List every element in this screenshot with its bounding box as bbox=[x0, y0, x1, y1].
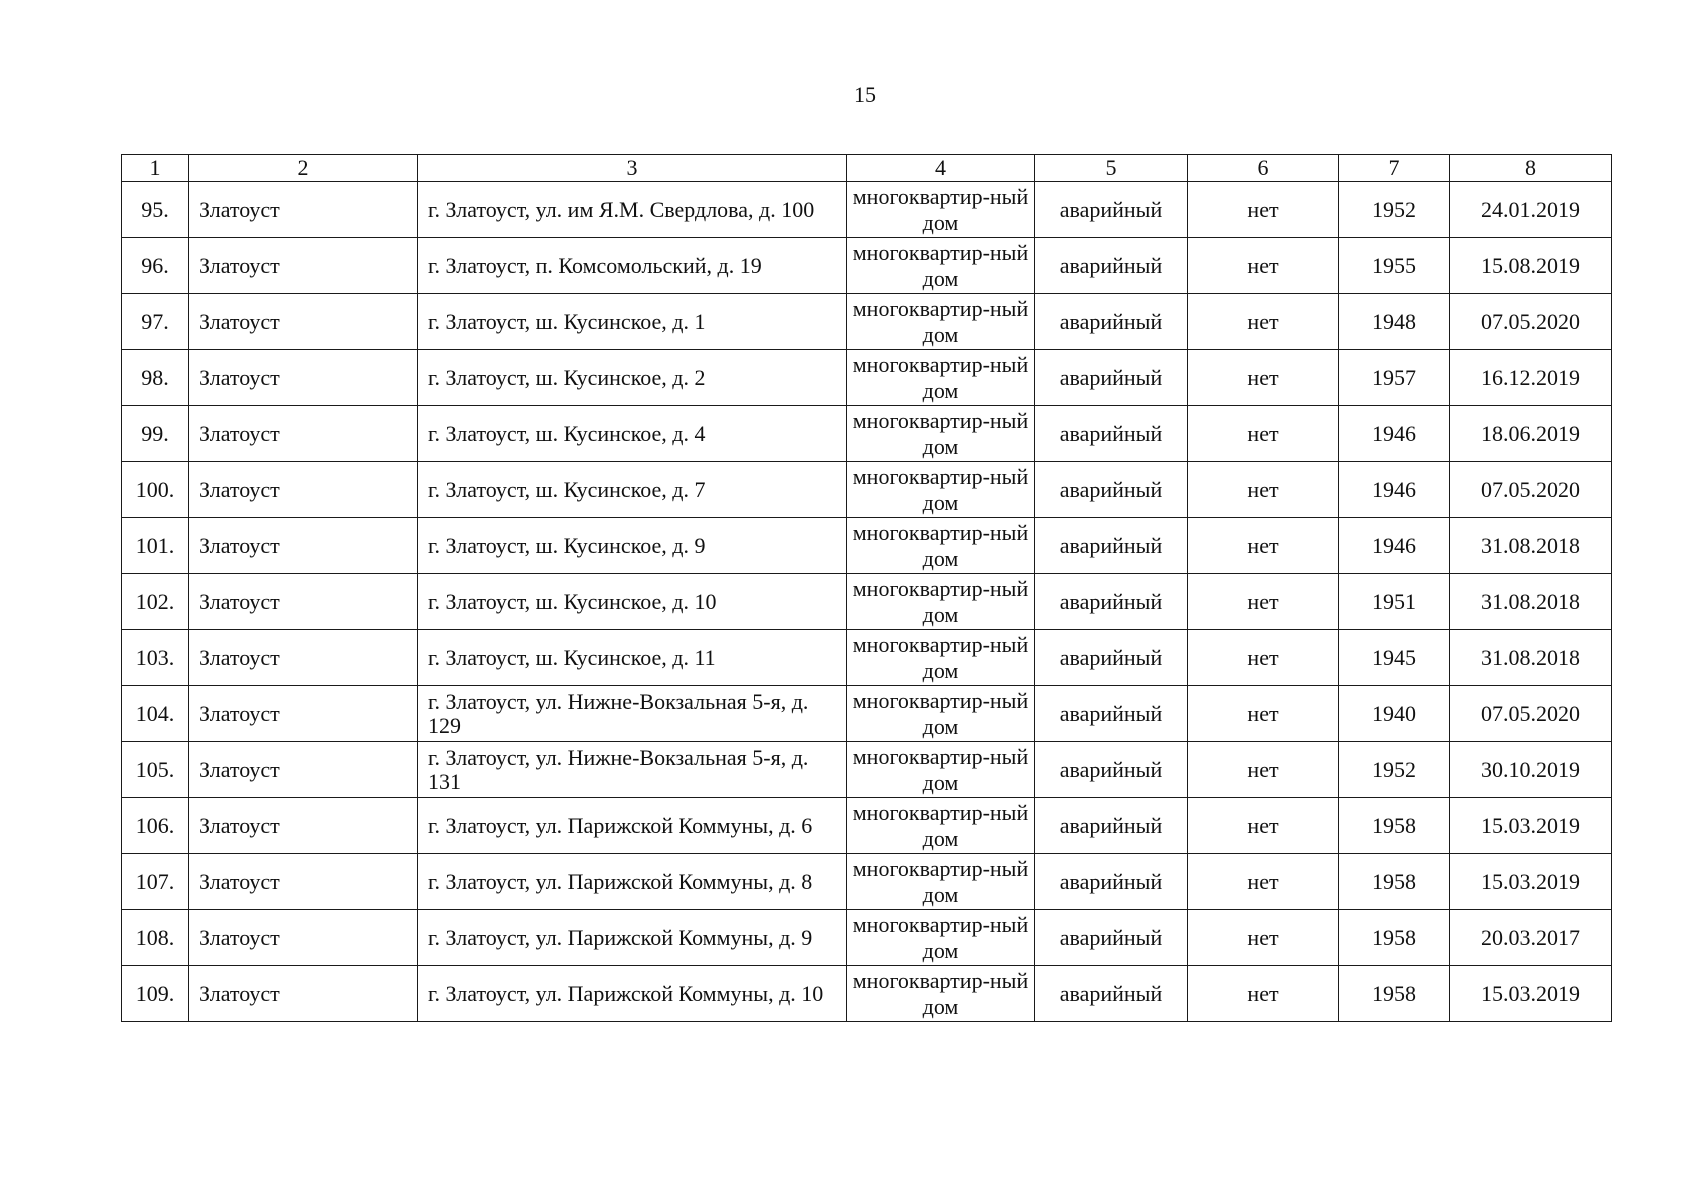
row-number-cell: 105. bbox=[122, 742, 189, 798]
row-number-cell: 106. bbox=[122, 798, 189, 854]
table-row bbox=[122, 910, 1612, 966]
row-number-cell: 108. bbox=[122, 910, 189, 966]
address-cell: г. Златоуст, ш. Кусинское, д. 2 bbox=[418, 350, 847, 406]
city-cell: Златоуст bbox=[189, 294, 418, 350]
header-col-5: 5 bbox=[1035, 155, 1188, 182]
building-type-cell: многоквартир-ный дом bbox=[847, 462, 1035, 518]
building-type-cell: многоквартир-ный дом bbox=[847, 574, 1035, 630]
flag-cell: нет bbox=[1188, 238, 1339, 294]
flag-cell: нет bbox=[1188, 350, 1339, 406]
address-cell: г. Златоуст, п. Комсомольский, д. 19 bbox=[418, 238, 847, 294]
table-row bbox=[122, 854, 1612, 910]
table-header bbox=[122, 155, 1612, 182]
year-cell: 1945 bbox=[1339, 630, 1450, 686]
flag-cell: нет bbox=[1188, 798, 1339, 854]
date-cell: 31.08.2018 bbox=[1450, 574, 1612, 630]
table-row bbox=[122, 630, 1612, 686]
address-cell: г. Златоуст, ул. Нижне-Вокзальная 5-я, д. 131 bbox=[418, 742, 847, 798]
flag-cell: нет bbox=[1188, 182, 1339, 238]
row-number-cell: 95. bbox=[122, 182, 189, 238]
condition-cell: аварийный bbox=[1035, 518, 1188, 574]
condition-cell: аварийный bbox=[1035, 966, 1188, 1022]
city-cell: Златоуст bbox=[189, 406, 418, 462]
building-type-cell: многоквартир-ный дом bbox=[847, 238, 1035, 294]
flag-cell: нет bbox=[1188, 574, 1339, 630]
header-col-1: 1 bbox=[122, 155, 189, 182]
condition-cell: аварийный bbox=[1035, 910, 1188, 966]
date-cell: 18.06.2019 bbox=[1450, 406, 1612, 462]
year-cell: 1958 bbox=[1339, 798, 1450, 854]
city-cell: Златоуст bbox=[189, 686, 418, 742]
row-number-cell: 98. bbox=[122, 350, 189, 406]
header-col-7: 7 bbox=[1339, 155, 1450, 182]
year-cell: 1946 bbox=[1339, 462, 1450, 518]
address-cell: г. Златоуст, ш. Кусинское, д. 9 bbox=[418, 518, 847, 574]
table-row bbox=[122, 518, 1612, 574]
building-type-cell: многоквартир-ный дом bbox=[847, 182, 1035, 238]
condition-cell: аварийный bbox=[1035, 294, 1188, 350]
building-type-cell: многоквартир-ный дом bbox=[847, 686, 1035, 742]
building-type-cell: многоквартир-ный дом bbox=[847, 966, 1035, 1022]
address-cell: г. Златоуст, ул. им Я.М. Свердлова, д. 100 bbox=[418, 182, 847, 238]
condition-cell: аварийный bbox=[1035, 462, 1188, 518]
year-cell: 1958 bbox=[1339, 966, 1450, 1022]
city-cell: Златоуст bbox=[189, 854, 418, 910]
row-number-cell: 109. bbox=[122, 966, 189, 1022]
year-cell: 1946 bbox=[1339, 518, 1450, 574]
table-row bbox=[122, 798, 1612, 854]
city-cell: Златоуст bbox=[189, 742, 418, 798]
building-type-cell: многоквартир-ный дом bbox=[847, 294, 1035, 350]
header-col-2: 2 bbox=[189, 155, 418, 182]
address-cell: г. Златоуст, ул. Парижской Коммуны, д. 10 bbox=[418, 966, 847, 1022]
row-number-cell: 99. bbox=[122, 406, 189, 462]
year-cell: 1948 bbox=[1339, 294, 1450, 350]
row-number-cell: 104. bbox=[122, 686, 189, 742]
building-type-cell: многоквартир-ный дом bbox=[847, 854, 1035, 910]
building-type-cell: многоквартир-ный дом bbox=[847, 406, 1035, 462]
flag-cell: нет bbox=[1188, 294, 1339, 350]
city-cell: Златоуст bbox=[189, 350, 418, 406]
year-cell: 1952 bbox=[1339, 182, 1450, 238]
address-cell: г. Златоуст, ш. Кусинское, д. 7 bbox=[418, 462, 847, 518]
condition-cell: аварийный bbox=[1035, 350, 1188, 406]
year-cell: 1958 bbox=[1339, 854, 1450, 910]
date-cell: 16.12.2019 bbox=[1450, 350, 1612, 406]
flag-cell: нет bbox=[1188, 630, 1339, 686]
housing-registry-table bbox=[121, 154, 1612, 1022]
flag-cell: нет bbox=[1188, 966, 1339, 1022]
condition-cell: аварийный bbox=[1035, 742, 1188, 798]
building-type-cell: многоквартир-ный дом bbox=[847, 910, 1035, 966]
address-cell: г. Златоуст, ул. Парижской Коммуны, д. 6 bbox=[418, 798, 847, 854]
address-cell: г. Златоуст, ул. Парижской Коммуны, д. 9 bbox=[418, 910, 847, 966]
city-cell: Златоуст bbox=[189, 798, 418, 854]
address-cell: г. Златоуст, ш. Кусинское, д. 11 bbox=[418, 630, 847, 686]
city-cell: Златоуст bbox=[189, 182, 418, 238]
year-cell: 1958 bbox=[1339, 910, 1450, 966]
flag-cell: нет bbox=[1188, 854, 1339, 910]
date-cell: 15.03.2019 bbox=[1450, 966, 1612, 1022]
year-cell: 1940 bbox=[1339, 686, 1450, 742]
address-cell: г. Златоуст, ш. Кусинское, д. 10 bbox=[418, 574, 847, 630]
city-cell: Златоуст bbox=[189, 630, 418, 686]
flag-cell: нет bbox=[1188, 742, 1339, 798]
building-type-cell: многоквартир-ный дом bbox=[847, 518, 1035, 574]
building-type-cell: многоквартир-ный дом bbox=[847, 798, 1035, 854]
date-cell: 07.05.2020 bbox=[1450, 686, 1612, 742]
year-cell: 1957 bbox=[1339, 350, 1450, 406]
city-cell: Златоуст bbox=[189, 238, 418, 294]
date-cell: 07.05.2020 bbox=[1450, 294, 1612, 350]
city-cell: Златоуст bbox=[189, 462, 418, 518]
table-row bbox=[122, 238, 1612, 294]
table-row bbox=[122, 406, 1612, 462]
table-row bbox=[122, 574, 1612, 630]
address-cell: г. Златоуст, ш. Кусинское, д. 4 bbox=[418, 406, 847, 462]
row-number-cell: 100. bbox=[122, 462, 189, 518]
city-cell: Златоуст bbox=[189, 518, 418, 574]
header-col-4: 4 bbox=[847, 155, 1035, 182]
row-number-cell: 97. bbox=[122, 294, 189, 350]
condition-cell: аварийный bbox=[1035, 238, 1188, 294]
flag-cell: нет bbox=[1188, 518, 1339, 574]
city-cell: Златоуст bbox=[189, 574, 418, 630]
date-cell: 31.08.2018 bbox=[1450, 630, 1612, 686]
city-cell: Златоуст bbox=[189, 966, 418, 1022]
row-number-cell: 102. bbox=[122, 574, 189, 630]
year-cell: 1946 bbox=[1339, 406, 1450, 462]
row-number-cell: 96. bbox=[122, 238, 189, 294]
header-col-8: 8 bbox=[1450, 155, 1612, 182]
header-row bbox=[122, 155, 1612, 182]
row-number-cell: 107. bbox=[122, 854, 189, 910]
header-col-6: 6 bbox=[1188, 155, 1339, 182]
condition-cell: аварийный bbox=[1035, 406, 1188, 462]
table-body bbox=[122, 182, 1612, 1022]
date-cell: 15.03.2019 bbox=[1450, 854, 1612, 910]
date-cell: 20.03.2017 bbox=[1450, 910, 1612, 966]
table-row bbox=[122, 462, 1612, 518]
date-cell: 15.03.2019 bbox=[1450, 798, 1612, 854]
table-row bbox=[122, 294, 1612, 350]
building-type-cell: многоквартир-ный дом bbox=[847, 630, 1035, 686]
condition-cell: аварийный bbox=[1035, 798, 1188, 854]
condition-cell: аварийный bbox=[1035, 854, 1188, 910]
flag-cell: нет bbox=[1188, 462, 1339, 518]
flag-cell: нет bbox=[1188, 910, 1339, 966]
building-type-cell: многоквартир-ный дом bbox=[847, 742, 1035, 798]
condition-cell: аварийный bbox=[1035, 630, 1188, 686]
year-cell: 1951 bbox=[1339, 574, 1450, 630]
address-cell: г. Златоуст, ш. Кусинское, д. 1 bbox=[418, 294, 847, 350]
page-number: 15 bbox=[854, 82, 876, 107]
address-cell: г. Златоуст, ул. Нижне-Вокзальная 5-я, д. 129 bbox=[418, 686, 847, 742]
table-row bbox=[122, 966, 1612, 1022]
year-cell: 1952 bbox=[1339, 742, 1450, 798]
address-cell: г. Златоуст, ул. Парижской Коммуны, д. 8 bbox=[418, 854, 847, 910]
table-row bbox=[122, 686, 1612, 742]
date-cell: 31.08.2018 bbox=[1450, 518, 1612, 574]
table-row bbox=[122, 350, 1612, 406]
row-number-cell: 103. bbox=[122, 630, 189, 686]
flag-cell: нет bbox=[1188, 686, 1339, 742]
building-type-cell: многоквартир-ный дом bbox=[847, 350, 1035, 406]
year-cell: 1955 bbox=[1339, 238, 1450, 294]
date-cell: 30.10.2019 bbox=[1450, 742, 1612, 798]
table-row bbox=[122, 742, 1612, 798]
date-cell: 24.01.2019 bbox=[1450, 182, 1612, 238]
condition-cell: аварийный bbox=[1035, 686, 1188, 742]
city-cell: Златоуст bbox=[189, 910, 418, 966]
date-cell: 07.05.2020 bbox=[1450, 462, 1612, 518]
flag-cell: нет bbox=[1188, 406, 1339, 462]
date-cell: 15.08.2019 bbox=[1450, 238, 1612, 294]
header-col-3: 3 bbox=[418, 155, 847, 182]
row-number-cell: 101. bbox=[122, 518, 189, 574]
condition-cell: аварийный bbox=[1035, 182, 1188, 238]
condition-cell: аварийный bbox=[1035, 574, 1188, 630]
table-row bbox=[122, 182, 1612, 238]
